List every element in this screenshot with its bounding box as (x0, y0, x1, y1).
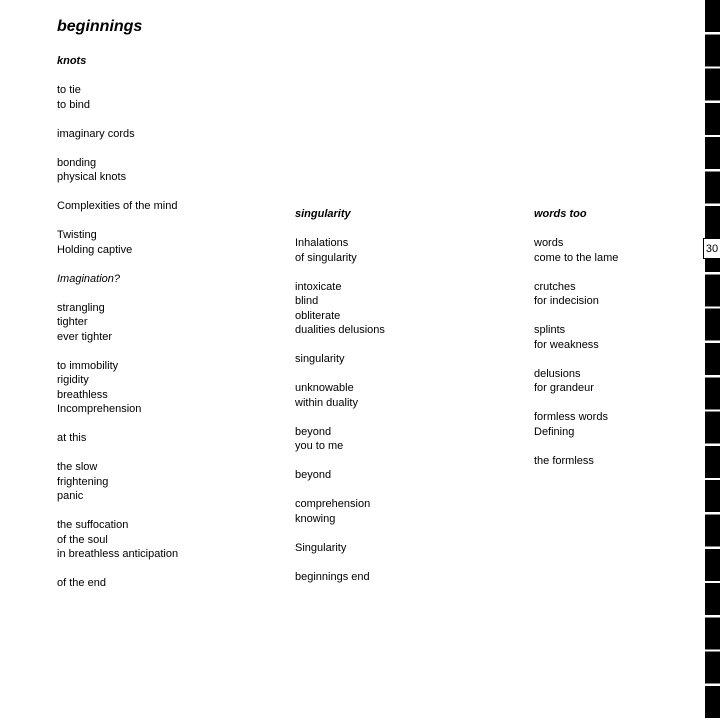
blank-line (57, 141, 282, 156)
poem-line: Imagination? (57, 272, 120, 285)
poem-line: of the end (57, 577, 106, 589)
page-title: beginnings (57, 18, 143, 35)
page-number: 30 (703, 238, 720, 259)
poem-line: for weakness (534, 338, 599, 351)
poem-line: to immobility (57, 359, 119, 372)
poem-line: beyond (295, 425, 332, 438)
poem-line: comprehension (295, 498, 371, 510)
poem-line: to bind (57, 98, 91, 111)
poem-line: within duality (295, 396, 358, 409)
poem-heading: singularity (295, 208, 351, 220)
poem-words-too (534, 207, 720, 468)
blank-line (534, 265, 720, 280)
poem-line: Complexities of the mind (57, 200, 178, 212)
poem-line: for grandeur (534, 382, 594, 394)
poem-line: beyond (295, 469, 332, 481)
poem-line: frightening (57, 475, 109, 488)
blank-line (295, 367, 520, 382)
blank-line (57, 344, 282, 359)
poem-line: the suffocation (57, 519, 129, 531)
poem-line: bonding (57, 156, 97, 169)
blank-line (295, 454, 520, 469)
blank-line (57, 562, 282, 577)
blank-line (534, 439, 720, 454)
poem-line: splints (534, 324, 566, 336)
blank-line (295, 526, 520, 541)
blank-line (295, 265, 520, 280)
poem-line: of the soul (57, 533, 108, 546)
poem-line: Twisting (57, 229, 97, 241)
blank-line (534, 352, 720, 367)
blank-line (57, 286, 282, 301)
poem-line: Inhalations (295, 237, 349, 249)
poem-heading: knots (57, 55, 87, 67)
poem-line: the formless (534, 454, 594, 467)
blank-line (295, 222, 520, 237)
blank-line (534, 396, 720, 411)
poem-body (534, 222, 720, 469)
poem-line: obliterate (295, 309, 341, 322)
poem-line: Incomprehension (57, 403, 142, 415)
poem-line: words (534, 237, 564, 249)
poem-line: dualities delusions (295, 324, 385, 336)
poem-line: of singularity (295, 251, 357, 264)
poem-line: breathless (57, 388, 108, 401)
poem-line: to tie (57, 84, 81, 96)
poem-line: you to me (295, 440, 344, 452)
poem-line: formless words (534, 411, 608, 423)
poem-body (57, 69, 282, 591)
poem-line: tighter (57, 316, 88, 328)
poem-line: for indecision (534, 295, 599, 307)
poem-line: singularity (295, 353, 345, 365)
poem-line: panic (57, 490, 84, 502)
blank-line (295, 555, 520, 570)
blank-line (534, 309, 720, 324)
poem-line: rigidity (57, 374, 89, 386)
poem-heading: words too (534, 208, 587, 220)
poem-line: Holding captive (57, 243, 133, 256)
poem-line: crutches (534, 280, 576, 293)
blank-line (57, 446, 282, 461)
blank-line (534, 222, 720, 237)
poem-line: delusions (534, 367, 581, 380)
blank-line (295, 410, 520, 425)
poem-line: Singularity (295, 541, 347, 554)
poem-line: ever tighter (57, 330, 113, 343)
poem-line: strangling (57, 301, 105, 314)
poem-line: beginnings end (295, 570, 370, 583)
blank-line (295, 483, 520, 498)
poem-line: Defining (534, 425, 575, 438)
poem-knots (57, 54, 282, 591)
blank-line (57, 69, 282, 84)
poem-line: at this (57, 432, 87, 444)
blank-line (57, 417, 282, 432)
poem-line: come to the lame (534, 251, 619, 264)
blank-line (57, 185, 282, 200)
poem-line: knowing (295, 512, 336, 525)
poem-line: imaginary cords (57, 127, 135, 140)
blank-line (57, 112, 282, 127)
poem-line: blind (295, 295, 319, 307)
poem-line: in breathless anticipation (57, 548, 179, 560)
blank-line (57, 214, 282, 229)
page-edge-tabs (705, 0, 720, 720)
blank-line (57, 504, 282, 519)
poem-line: unknowable (295, 382, 354, 394)
poem-singularity (295, 207, 520, 584)
blank-line (57, 257, 282, 272)
poem-line: physical knots (57, 171, 127, 183)
blank-line (295, 338, 520, 353)
poem-line: the slow (57, 461, 98, 473)
poem-line: intoxicate (295, 280, 342, 293)
poem-body (295, 222, 520, 585)
